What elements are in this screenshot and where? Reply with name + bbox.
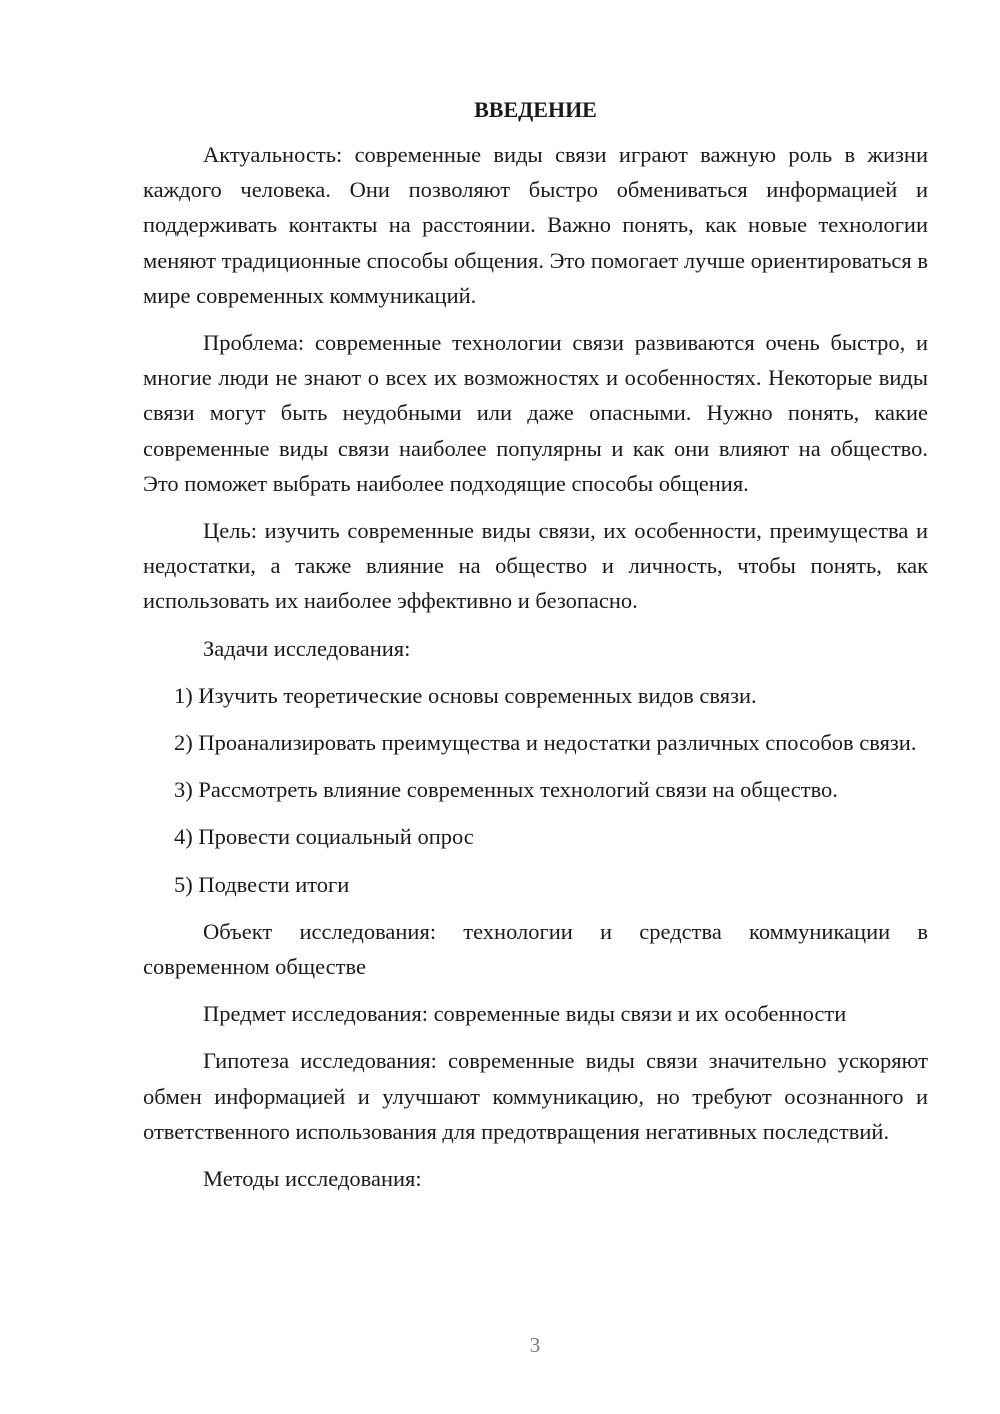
task-item: 2) Проанализировать преимущества и недостатки различных способов связи.	[174, 730, 917, 756]
paragraph-goal: Цель: изучить современные виды связи, их особенности, преимущества и недостатки, а также влияние на общество и личность, чтобы понять, как использовать их наиболее эффективно и безопасно.	[143, 518, 928, 614]
task-item: 4) Провести социальный опрос	[174, 824, 474, 850]
page-content	[143, 92, 928, 1196]
paragraph-hypothesis: Гипотеза исследования: современные виды связи значительно ускоряют обмен информацией и улучшают коммуникацию, но требуют осознанного и ответственного использования для предотвращения негативных последствий.	[143, 1048, 928, 1144]
paragraph-object: Объект исследования: технологии и средства коммуникации в современном обществе	[143, 918, 928, 980]
page-number: 3	[529, 1333, 541, 1357]
task-item: 3) Рассмотреть влияние современных технологий связи на общество.	[174, 777, 838, 803]
task-item: 1) Изучить теоретические основы современных видов связи.	[174, 682, 757, 708]
paragraph-problem: Проблема: современные технологии связи развиваются очень быстро, и многие люди не знают о всех их возможностях и особенностях. Некоторые виды связи могут быть неудобными или даже опасными. Нужно понять, какие современные виды связи наиболее популярны и как они влияют на общество. Это поможет выбрать наиболее подходящие способы общения.	[143, 330, 928, 496]
paragraph-relevance: Актуальность: современные виды связи играют важную роль в жизни каждого человека. Они позволяют быстро обмениваться информацией и поддерживать контакты на расстоянии. Важно понять, как новые технологии меняют традиционные способы общения. Это помогает лучше ориентироваться в мире современных коммуникаций.	[143, 142, 928, 308]
task-item: 5) Подвести итоги	[174, 871, 350, 897]
page-title: ВВЕДЕНИЕ	[474, 97, 597, 122]
paragraph-subject: Предмет исследования: современные виды связи и их особенности	[203, 1001, 847, 1027]
methods-heading: Методы исследования:	[203, 1166, 422, 1192]
tasks-heading: Задачи исследования:	[203, 635, 411, 661]
